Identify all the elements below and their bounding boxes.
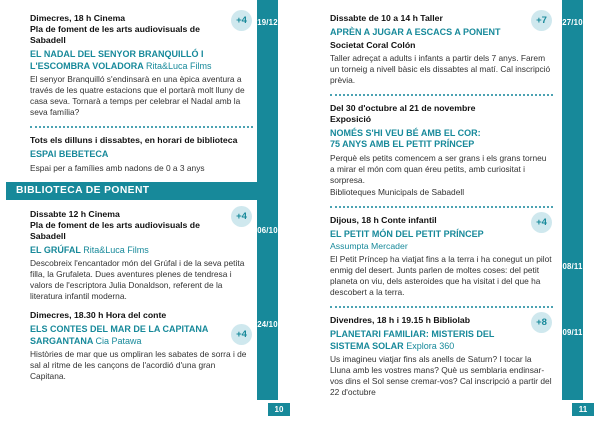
event-type: Exposició [330, 113, 372, 124]
date-flag: 19/12 [257, 18, 278, 27]
age-badge: +4 [231, 324, 252, 345]
event-entry [30, 310, 253, 382]
event-when: Dimecres, 18.30 h Hora del conte [30, 310, 167, 320]
event-entry [330, 13, 553, 86]
page-number: 11 [572, 403, 594, 416]
date-flag: 08/11 [562, 262, 583, 271]
event-entry [330, 215, 553, 299]
date-flag: 09/11 [562, 328, 583, 337]
event-title [30, 245, 253, 257]
page-number: 10 [268, 403, 290, 416]
date-flag: 06/10 [257, 226, 278, 235]
event-when: Dissabte 12 h Cinema [30, 208, 120, 219]
age-badge: +4 [231, 10, 252, 31]
right-page [300, 0, 600, 432]
event-description: Us imagineu viatjar fins als anells de Saturn? I tocar la Lluna amb les vostres mans? Què us semblaria endinsar-vos dins el Sol sense cremar-vos? Cal inscripció a partir del 22 d'octubre [330, 354, 552, 397]
event-entry [30, 13, 253, 118]
date-rail [562, 0, 583, 400]
event-entry [330, 315, 553, 398]
event-title [30, 49, 253, 72]
event-title: APRÈN A JUGAR A ESCACS A PONENT [330, 27, 501, 37]
age-badge: +4 [531, 212, 552, 233]
event-when: Tots els dilluns i dissabtes, en horari de biblioteca [30, 135, 238, 145]
event-title-text: ELS CONTES DEL MAR DE LA CAPITANA SARGANTANA [30, 324, 209, 346]
section-header: BIBLIOTECA DE PONENT [6, 182, 257, 200]
event-company: Explora 360 [406, 340, 455, 351]
event-description: Taller adreçat a adults i infants a partir dels 7 anys. Farem un torneig a nivell bàsic els dissabtes al matí. Cal inscripció prèvia. [330, 52, 551, 85]
event-company: Cia Patawa [95, 335, 142, 346]
age-badge: +7 [531, 10, 552, 31]
event-title-line1: NOMÉS S'HI VEU BÉ AMB EL COR: [330, 127, 481, 138]
event-title [30, 324, 253, 347]
left-page-content [16, 13, 253, 390]
event-organizer: Pla de foment de les arts audiovisuals de Sabadell [30, 219, 200, 241]
event-organizer: Pla de foment de les arts audiovisuals de Sabadell [30, 24, 200, 45]
dotted-divider [330, 306, 553, 308]
event-title: EL PETIT MÓN DEL PETIT PRÍNCEP [330, 228, 484, 239]
event-entry [30, 209, 253, 303]
event-title [330, 128, 553, 151]
bebeteca-entry [30, 135, 253, 174]
dotted-divider [330, 206, 553, 208]
date-rail [257, 0, 278, 400]
event-company: Rita&Luca Films [146, 60, 212, 71]
event-company: Assumpta Mercader [330, 241, 408, 251]
date-flag: 24/10 [257, 320, 278, 329]
event-entry [330, 103, 553, 198]
event-description: El senyor Branquilló s'endinsarà en una èpica aventura a través de les quatre estacions que el portarà molt lluny de casa seva. Tornarà a temps per celebrar el Nadal amb la seva família? [30, 74, 245, 117]
dotted-divider [330, 94, 553, 96]
event-description: Espai per a famílies amb nadons de 0 a 3 anys [30, 162, 205, 173]
event-company: Rita&Luca Films [83, 244, 149, 255]
event-company: Societat Coral Colón [330, 39, 416, 50]
age-badge: +8 [531, 312, 552, 333]
event-when: Dimecres, 18 h Cinema [30, 13, 126, 23]
age-badge: +4 [231, 206, 252, 227]
date-flag: 27/10 [562, 18, 583, 27]
right-page-content [330, 13, 553, 406]
event-description: Històries de mar que us ompliran les sabates de sorra i de sal al ritme de les cançons de l'acordió d'una gran Capitana. [30, 349, 247, 381]
dotted-divider [30, 126, 253, 128]
event-title: ESPAI BEBETECA [30, 149, 109, 159]
event-title-text: EL GRÚFAL [30, 244, 81, 255]
event-when: Divendres, 18 h i 19.15 h Bibliolab [330, 315, 471, 325]
event-description: Descobreix l'encantador món del Grúfal i de la seva petita filla, la Grufaleta. Dues aventures plenes de tendresa i valors de l'escriptora Julia Donaldson, referent de la literatura infantil moderna. [30, 258, 245, 301]
event-title-text: PLANETARI FAMILIAR: MISTERIS DEL SISTEMA SOLAR [330, 329, 495, 351]
event-when: Del 30 d'octubre al 21 de novembre [330, 102, 476, 113]
event-description: Perquè els petits comencem a ser grans i els grans torneu a mirar el món com quan éreu petits, amb curiositat i sorpresa. [330, 152, 547, 185]
event-title-text: EL NADAL DEL SENYOR BRANQUILLÓ I L'ESCOMBRA VOLADORA [30, 49, 204, 71]
event-description: El Petit Príncep ha viatjat fins a la terra i ha conegut un pilot enmig del desert. Junts parlen de moltes coses: del petit planeta on viu, dels asteroides que ha visitat i del que ha descobert a la terra. [330, 254, 552, 297]
event-title-line2: 75 ANYS AMB EL PETIT PRÍNCEP [330, 139, 475, 149]
event-organizer: Biblioteques Municipals de Sabadell [330, 186, 465, 197]
event-when: Dijous, 18 h Conte infantil [330, 214, 437, 225]
event-title [330, 329, 553, 352]
event-when: Dissabte de 10 a 14 h Taller [330, 13, 443, 23]
